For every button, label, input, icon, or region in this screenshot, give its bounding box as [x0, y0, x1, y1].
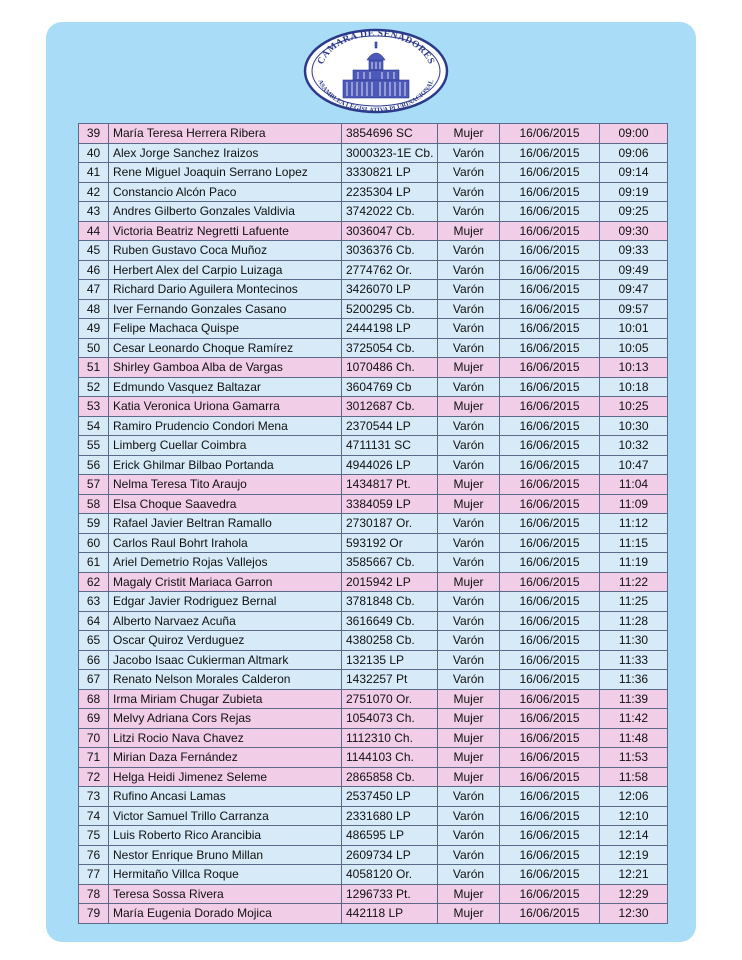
cell-num: 65 — [79, 631, 109, 651]
cell-num: 66 — [79, 650, 109, 670]
cell-time: 11:09 — [600, 494, 668, 514]
table-row — [79, 631, 668, 651]
cell-time: 11:22 — [600, 572, 668, 592]
cell-num: 52 — [79, 377, 109, 397]
cell-gender: Mujer — [438, 728, 500, 748]
roster-table-body — [79, 124, 668, 924]
cell-gender: Mujer — [438, 397, 500, 417]
cell-gender: Mujer — [438, 709, 500, 729]
cell-gender: Varón — [438, 338, 500, 358]
cell-date: 16/06/2015 — [500, 221, 600, 241]
cell-num: 46 — [79, 260, 109, 280]
cell-name: Constancio Alcón Paco — [109, 182, 342, 202]
cell-ci: 2331680 LP — [342, 806, 438, 826]
cell-name: Edgar Javier Rodriguez Bernal — [109, 592, 342, 612]
table-row — [79, 143, 668, 163]
cell-ci: 2537450 LP — [342, 787, 438, 807]
cell-gender: Varón — [438, 455, 500, 475]
table-row — [79, 358, 668, 378]
cell-date: 16/06/2015 — [500, 202, 600, 222]
cell-ci: 1432257 Pt — [342, 670, 438, 690]
cell-time: 09:06 — [600, 143, 668, 163]
table-row — [79, 182, 668, 202]
cell-date: 16/06/2015 — [500, 728, 600, 748]
cell-time: 10:01 — [600, 319, 668, 339]
cell-name: Rene Miguel Joaquin Serrano Lopez — [109, 163, 342, 183]
cell-time: 11:53 — [600, 748, 668, 768]
cell-ci: 2730187 Or. — [342, 514, 438, 534]
cell-name: Melvy Adriana Cors Rejas — [109, 709, 342, 729]
table-row — [79, 338, 668, 358]
cell-ci: 5200295 Cb. — [342, 299, 438, 319]
table-row — [79, 416, 668, 436]
cell-time: 11:15 — [600, 533, 668, 553]
cell-time: 09:25 — [600, 202, 668, 222]
cell-ci: 2609734 LP — [342, 845, 438, 865]
table-row — [79, 787, 668, 807]
cell-gender: Varón — [438, 416, 500, 436]
cell-ci: 2865858 Cb. — [342, 767, 438, 787]
cell-date: 16/06/2015 — [500, 494, 600, 514]
table-row — [79, 319, 668, 339]
cell-time: 09:14 — [600, 163, 668, 183]
cell-time: 10:30 — [600, 416, 668, 436]
cell-num: 61 — [79, 553, 109, 573]
svg-text:ASAMBLEA LEGISLATIVA PLURINACI: ASAMBLEA LEGISLATIVA PLURINACIONAL — [316, 78, 436, 114]
cell-ci: 3604769 Cb — [342, 377, 438, 397]
cell-time: 12:21 — [600, 865, 668, 885]
cell-num: 76 — [79, 845, 109, 865]
cell-gender: Varón — [438, 143, 500, 163]
cell-ci: 1054073 Ch. — [342, 709, 438, 729]
cell-name: Oscar Quiroz Verduguez — [109, 631, 342, 651]
cell-num: 51 — [79, 358, 109, 378]
cell-time: 10:47 — [600, 455, 668, 475]
cell-date: 16/06/2015 — [500, 884, 600, 904]
cell-date: 16/06/2015 — [500, 377, 600, 397]
cell-time: 11:12 — [600, 514, 668, 534]
cell-num: 62 — [79, 572, 109, 592]
cell-ci: 3036376 Cb. — [342, 241, 438, 261]
table-row — [79, 436, 668, 456]
cell-gender: Varón — [438, 670, 500, 690]
table-row — [79, 241, 668, 261]
cell-num: 77 — [79, 865, 109, 885]
cell-name: Ruben Gustavo Coca Muñoz — [109, 241, 342, 261]
cell-num: 64 — [79, 611, 109, 631]
cell-date: 16/06/2015 — [500, 416, 600, 436]
table-row — [79, 397, 668, 417]
cell-gender: Varón — [438, 163, 500, 183]
cell-ci: 2444198 LP — [342, 319, 438, 339]
cell-gender: Varón — [438, 260, 500, 280]
cell-ci: 1144103 Ch. — [342, 748, 438, 768]
cell-num: 67 — [79, 670, 109, 690]
cell-ci: 486595 LP — [342, 826, 438, 846]
cell-num: 73 — [79, 787, 109, 807]
cell-date: 16/06/2015 — [500, 319, 600, 339]
cell-num: 54 — [79, 416, 109, 436]
cell-date: 16/06/2015 — [500, 338, 600, 358]
cell-ci: 4944026 LP — [342, 455, 438, 475]
cell-gender: Varón — [438, 865, 500, 885]
cell-num: 70 — [79, 728, 109, 748]
cell-date: 16/06/2015 — [500, 806, 600, 826]
cell-time: 09:49 — [600, 260, 668, 280]
table-row — [79, 475, 668, 495]
cell-date: 16/06/2015 — [500, 650, 600, 670]
table-row — [79, 689, 668, 709]
cell-date: 16/06/2015 — [500, 767, 600, 787]
cell-name: Ramiro Prudencio Condori Mena — [109, 416, 342, 436]
cell-date: 16/06/2015 — [500, 163, 600, 183]
cell-gender: Varón — [438, 182, 500, 202]
table-row — [79, 826, 668, 846]
cell-gender: Varón — [438, 611, 500, 631]
cell-ci: 3854696 SC — [342, 124, 438, 144]
cell-date: 16/06/2015 — [500, 709, 600, 729]
cell-num: 63 — [79, 592, 109, 612]
cell-date: 16/06/2015 — [500, 611, 600, 631]
cell-ci: 2015942 LP — [342, 572, 438, 592]
cell-time: 11:19 — [600, 553, 668, 573]
table-row — [79, 572, 668, 592]
cell-date: 16/06/2015 — [500, 260, 600, 280]
cell-ci: 3012687 Cb. — [342, 397, 438, 417]
cell-gender: Varón — [438, 806, 500, 826]
cell-time: 12:10 — [600, 806, 668, 826]
cell-date: 16/06/2015 — [500, 592, 600, 612]
cell-num: 50 — [79, 338, 109, 358]
cell-gender: Varón — [438, 241, 500, 261]
cell-time: 09:19 — [600, 182, 668, 202]
cell-num: 42 — [79, 182, 109, 202]
cell-name: Cesar Leonardo Choque Ramírez — [109, 338, 342, 358]
cell-num: 68 — [79, 689, 109, 709]
cell-gender: Varón — [438, 787, 500, 807]
cell-time: 09:30 — [600, 221, 668, 241]
cell-date: 16/06/2015 — [500, 514, 600, 534]
cell-ci: 1434817 Pt. — [342, 475, 438, 495]
cell-num: 71 — [79, 748, 109, 768]
cell-name: Erick Ghilmar Bilbao Portanda — [109, 455, 342, 475]
cell-ci: 132135 LP — [342, 650, 438, 670]
table-row — [79, 709, 668, 729]
cell-name: Litzi Rocio Nava Chavez — [109, 728, 342, 748]
cell-time: 09:33 — [600, 241, 668, 261]
cell-name: Andres Gilberto Gonzales Valdivia — [109, 202, 342, 222]
cell-time: 11:28 — [600, 611, 668, 631]
cell-name: Edmundo Vasquez Baltazar — [109, 377, 342, 397]
table-row — [79, 806, 668, 826]
cell-gender: Varón — [438, 514, 500, 534]
cell-gender: Varón — [438, 280, 500, 300]
cell-time: 10:25 — [600, 397, 668, 417]
cell-date: 16/06/2015 — [500, 475, 600, 495]
cell-num: 69 — [79, 709, 109, 729]
cell-gender: Mujer — [438, 748, 500, 768]
cell-name: Elsa Choque Saavedra — [109, 494, 342, 514]
cell-date: 16/06/2015 — [500, 904, 600, 924]
cell-gender: Varón — [438, 631, 500, 651]
table-row — [79, 884, 668, 904]
cell-time: 09:47 — [600, 280, 668, 300]
cell-time: 11:25 — [600, 592, 668, 612]
cell-time: 11:42 — [600, 709, 668, 729]
cell-ci: 2751070 Or. — [342, 689, 438, 709]
cell-ci: 1112310 Ch. — [342, 728, 438, 748]
cell-date: 16/06/2015 — [500, 689, 600, 709]
table-row — [79, 299, 668, 319]
table-row — [79, 845, 668, 865]
cell-date: 16/06/2015 — [500, 143, 600, 163]
cell-ci: 593192 Or — [342, 533, 438, 553]
cell-gender: Varón — [438, 650, 500, 670]
cell-date: 16/06/2015 — [500, 241, 600, 261]
table-row — [79, 553, 668, 573]
cell-ci: 3036047 Cb. — [342, 221, 438, 241]
cell-gender: Mujer — [438, 767, 500, 787]
cell-num: 57 — [79, 475, 109, 495]
cell-ci: 3742022 Cb. — [342, 202, 438, 222]
table-row — [79, 494, 668, 514]
cell-gender: Mujer — [438, 358, 500, 378]
cell-num: 49 — [79, 319, 109, 339]
cell-num: 45 — [79, 241, 109, 261]
cell-name: Renato Nelson Morales Calderon — [109, 670, 342, 690]
cell-time: 10:05 — [600, 338, 668, 358]
cell-date: 16/06/2015 — [500, 553, 600, 573]
cell-date: 16/06/2015 — [500, 280, 600, 300]
cell-ci: 4058120 Or. — [342, 865, 438, 885]
cell-time: 12:19 — [600, 845, 668, 865]
table-row — [79, 728, 668, 748]
cell-date: 16/06/2015 — [500, 358, 600, 378]
cell-date: 16/06/2015 — [500, 787, 600, 807]
cell-gender: Mujer — [438, 904, 500, 924]
cell-time: 11:36 — [600, 670, 668, 690]
cell-gender: Varón — [438, 553, 500, 573]
table-row — [79, 260, 668, 280]
cell-num: 59 — [79, 514, 109, 534]
cell-name: Magaly Cristit Mariaca Garron — [109, 572, 342, 592]
cell-num: 48 — [79, 299, 109, 319]
cell-name: Iver Fernando Gonzales Casano — [109, 299, 342, 319]
cell-name: Rafael Javier Beltran Ramallo — [109, 514, 342, 534]
cell-gender: Varón — [438, 533, 500, 553]
cell-name: Hermitaño Villca Roque — [109, 865, 342, 885]
cell-time: 11:39 — [600, 689, 668, 709]
cell-name: María Eugenia Dorado Mojica — [109, 904, 342, 924]
cell-date: 16/06/2015 — [500, 748, 600, 768]
cell-date: 16/06/2015 — [500, 845, 600, 865]
cell-name: María Teresa Herrera Ribera — [109, 124, 342, 144]
cell-name: Alex Jorge Sanchez Iraizos — [109, 143, 342, 163]
cell-name: Mirian Daza Fernández — [109, 748, 342, 768]
cell-gender: Varón — [438, 436, 500, 456]
cell-name: Nestor Enrique Bruno Millan — [109, 845, 342, 865]
cell-time: 11:48 — [600, 728, 668, 748]
cell-gender: Mujer — [438, 124, 500, 144]
cell-ci: 2774762 Or. — [342, 260, 438, 280]
table-row — [79, 748, 668, 768]
cell-name: Luis Roberto Rico Arancibia — [109, 826, 342, 846]
table-row — [79, 767, 668, 787]
cell-date: 16/06/2015 — [500, 631, 600, 651]
cell-date: 16/06/2015 — [500, 124, 600, 144]
table-row — [79, 650, 668, 670]
cell-ci: 1296733 Pt. — [342, 884, 438, 904]
cell-ci: 3000323-1E Cb. — [342, 143, 438, 163]
cell-num: 58 — [79, 494, 109, 514]
cell-time: 10:18 — [600, 377, 668, 397]
cell-time: 11:04 — [600, 475, 668, 495]
cell-date: 16/06/2015 — [500, 397, 600, 417]
cell-ci: 3426070 LP — [342, 280, 438, 300]
cell-name: Rufino Ancasi Lamas — [109, 787, 342, 807]
cell-name: Shirley Gamboa Alba de Vargas — [109, 358, 342, 378]
cell-gender: Varón — [438, 845, 500, 865]
cell-time: 09:00 — [600, 124, 668, 144]
cell-num: 56 — [79, 455, 109, 475]
table-row — [79, 124, 668, 144]
cell-date: 16/06/2015 — [500, 299, 600, 319]
cell-gender: Varón — [438, 299, 500, 319]
cell-time: 09:57 — [600, 299, 668, 319]
cell-gender: Varón — [438, 202, 500, 222]
cell-name: Victoria Beatriz Negretti Lafuente — [109, 221, 342, 241]
cell-num: 74 — [79, 806, 109, 826]
cell-gender: Mujer — [438, 884, 500, 904]
table-row — [79, 611, 668, 631]
cell-date: 16/06/2015 — [500, 670, 600, 690]
cell-name: Jacobo Isaac Cukierman Altmark — [109, 650, 342, 670]
cell-ci: 2235304 LP — [342, 182, 438, 202]
cell-num: 47 — [79, 280, 109, 300]
cell-gender: Mujer — [438, 689, 500, 709]
cell-name: Alberto Narvaez Acuña — [109, 611, 342, 631]
cell-ci: 1070486 Ch. — [342, 358, 438, 378]
cell-name: Herbert Alex del Carpio Luizaga — [109, 260, 342, 280]
cell-num: 60 — [79, 533, 109, 553]
table-row — [79, 533, 668, 553]
cell-num: 44 — [79, 221, 109, 241]
cell-time: 10:32 — [600, 436, 668, 456]
cell-num: 79 — [79, 904, 109, 924]
cell-num: 43 — [79, 202, 109, 222]
cell-time: 12:06 — [600, 787, 668, 807]
table-row — [79, 280, 668, 300]
table-row — [79, 904, 668, 924]
cell-time: 11:30 — [600, 631, 668, 651]
cell-name: Nelma Teresa Tito Araujo — [109, 475, 342, 495]
cell-name: Victor Samuel Trillo Carranza — [109, 806, 342, 826]
cell-name: Ariel Demetrio Rojas Vallejos — [109, 553, 342, 573]
cell-time: 12:29 — [600, 884, 668, 904]
cell-gender: Varón — [438, 592, 500, 612]
cell-time: 12:30 — [600, 904, 668, 924]
cell-date: 16/06/2015 — [500, 182, 600, 202]
svg-text:CAMARA DE SENADORES: CAMARA DE SENADORES — [316, 28, 436, 67]
cell-time: 11:58 — [600, 767, 668, 787]
table-row — [79, 865, 668, 885]
table-row — [79, 514, 668, 534]
table-row — [79, 455, 668, 475]
cell-ci: 3585667 Cb. — [342, 553, 438, 573]
cell-date: 16/06/2015 — [500, 865, 600, 885]
cell-gender: Varón — [438, 319, 500, 339]
cell-date: 16/06/2015 — [500, 455, 600, 475]
cell-ci: 4380258 Cb. — [342, 631, 438, 651]
cell-ci: 3384059 LP — [342, 494, 438, 514]
cell-ci: 442118 LP — [342, 904, 438, 924]
cell-ci: 4711131 SC — [342, 436, 438, 456]
cell-num: 40 — [79, 143, 109, 163]
cell-name: Richard Dario Aguilera Montecinos — [109, 280, 342, 300]
cell-name: Felipe Machaca Quispe — [109, 319, 342, 339]
cell-num: 75 — [79, 826, 109, 846]
cell-ci: 3330821 LP — [342, 163, 438, 183]
cell-date: 16/06/2015 — [500, 826, 600, 846]
cell-gender: Mujer — [438, 572, 500, 592]
table-row — [79, 377, 668, 397]
cell-time: 11:33 — [600, 650, 668, 670]
cell-date: 16/06/2015 — [500, 533, 600, 553]
cell-date: 16/06/2015 — [500, 572, 600, 592]
cell-name: Helga Heidi Jimenez Seleme — [109, 767, 342, 787]
cell-num: 72 — [79, 767, 109, 787]
table-row — [79, 221, 668, 241]
cell-ci: 2370544 LP — [342, 416, 438, 436]
cell-gender: Varón — [438, 377, 500, 397]
cell-date: 16/06/2015 — [500, 436, 600, 456]
table-row — [79, 163, 668, 183]
cell-num: 55 — [79, 436, 109, 456]
cell-gender: Varón — [438, 826, 500, 846]
table-row — [79, 592, 668, 612]
cell-num: 53 — [79, 397, 109, 417]
cell-name: Teresa Sossa Rivera — [109, 884, 342, 904]
table-row — [79, 670, 668, 690]
cell-num: 78 — [79, 884, 109, 904]
table-row — [79, 202, 668, 222]
cell-gender: Mujer — [438, 221, 500, 241]
senate-seal-logo — [303, 28, 449, 114]
cell-ci: 3616649 Cb. — [342, 611, 438, 631]
cell-gender: Mujer — [438, 494, 500, 514]
cell-ci: 3781848 Cb. — [342, 592, 438, 612]
cell-time: 10:13 — [600, 358, 668, 378]
cell-num: 39 — [79, 124, 109, 144]
cell-name: Carlos Raul Bohrt Irahola — [109, 533, 342, 553]
cell-gender: Mujer — [438, 475, 500, 495]
cell-ci: 3725054 Cb. — [342, 338, 438, 358]
cell-name: Irma Miriam Chugar Zubieta — [109, 689, 342, 709]
senators-roster-table — [78, 123, 668, 924]
cell-time: 12:14 — [600, 826, 668, 846]
cell-name: Katia Veronica Uriona Gamarra — [109, 397, 342, 417]
cell-num: 41 — [79, 163, 109, 183]
cell-name: Limberg Cuellar Coimbra — [109, 436, 342, 456]
